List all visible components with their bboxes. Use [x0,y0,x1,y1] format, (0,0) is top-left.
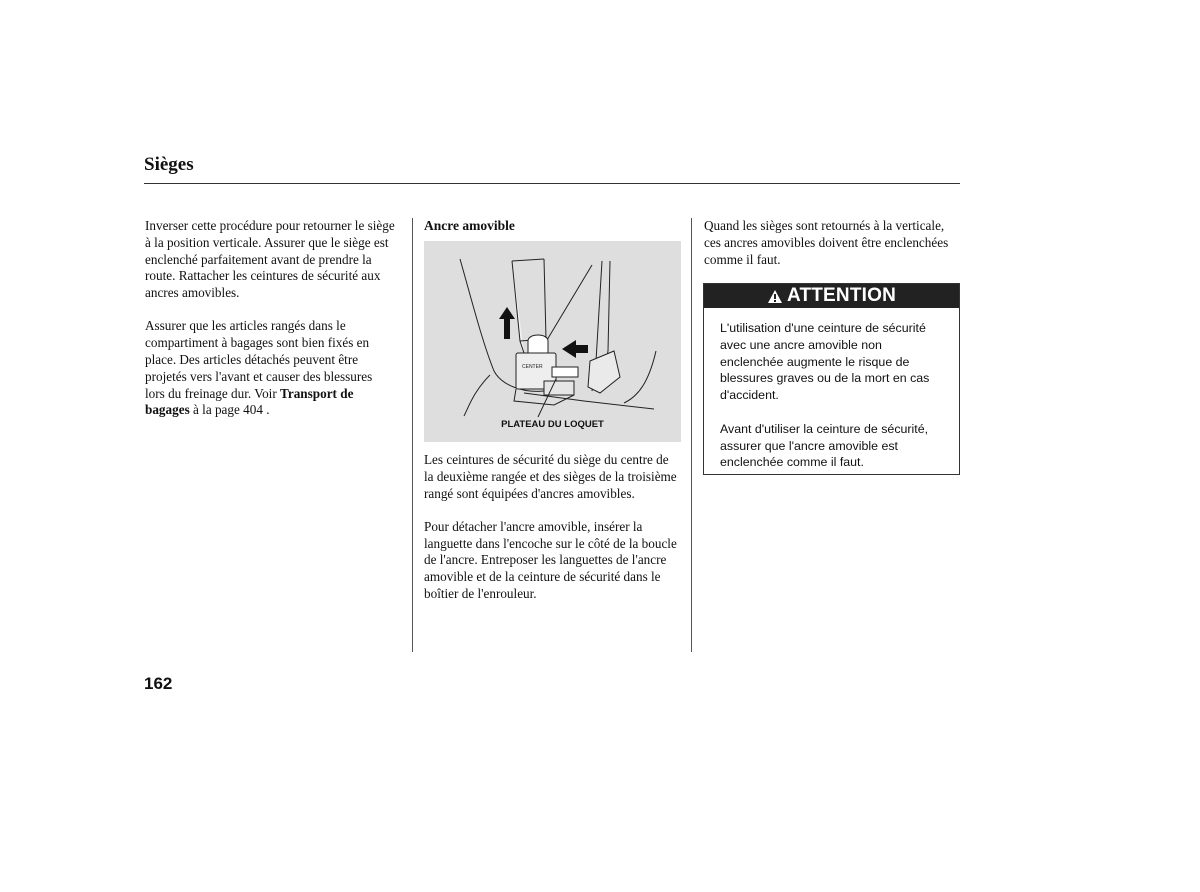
seat-belt-anchor-figure [424,241,681,442]
left-paragraph-2-tail: à la page 404 . [189,402,270,418]
buckle-center-label: CENTER [522,364,543,370]
warning-box [703,283,960,475]
middle-paragraph-1: Les ceintures de sécurité du siège du centre de la deuxième rangée et des sièges de la troisième rangé sont équipées d'ancres amovibles. [424,452,677,501]
header-rule [144,183,960,184]
right-column-text [704,218,962,285]
warning-header [704,284,959,308]
seat-belt-anchor-illustration [424,241,681,442]
cross-reference-link[interactable]: Transport de bagages [145,385,354,418]
left-paragraph-1: Inverser cette procédure pour retourner le siège à la position verticale. Assurer que le siège est enclenché parfaitement avant de prendre la route. Rattacher les ceintures de sécurité aux ancres amovibles. [145,218,395,301]
warning-triangle-icon [767,289,783,304]
left-paragraph-2-text: Assurer que les articles rangés dans le compartiment à bagages sont bien fixés en place. Des articles détachés peuvent être projetés vers l'avant et causer des blessures lors du freinage dur. Voir [145,318,373,401]
warning-body [704,308,959,471]
figure-caption: PLATEAU DU LOQUET [501,419,604,430]
right-paragraph-1: Quand les sièges sont retournés à la verticale, ces ancres amovibles doivent être enclenchées comme il faut. [704,218,949,267]
warning-paragraph-1: L'utilisation d'une ceinture de sécurité avec une ancre amovible non enclenchée augmente le risque de blessures graves ou de la mort en cas d'accident. [720,321,930,403]
column-divider-right [691,218,692,652]
left-paragraph-2 [145,318,395,419]
left-column [145,218,395,436]
warning-paragraph-2: Avant d'utiliser la ceinture de sécurité, assurer que l'ancre amovible est enclenchée comme il faut. [720,421,929,470]
section-heading: Ancre amovible [424,218,515,233]
warning-title: ATTENTION [786,285,897,306]
middle-paragraph-2: Pour détacher l'ancre amovible, insérer la languette dans l'encoche sur le côté de la boucle de l'ancre. Entreposer les languettes de l'ancre amovible et de la ceinture de sécurité dans le boîtier de l'enrouleur. [424,518,677,602]
page-number: 162 [144,674,173,693]
middle-column-text [424,452,681,619]
column-divider-left [412,218,413,652]
page-title: Sièges [144,154,194,175]
